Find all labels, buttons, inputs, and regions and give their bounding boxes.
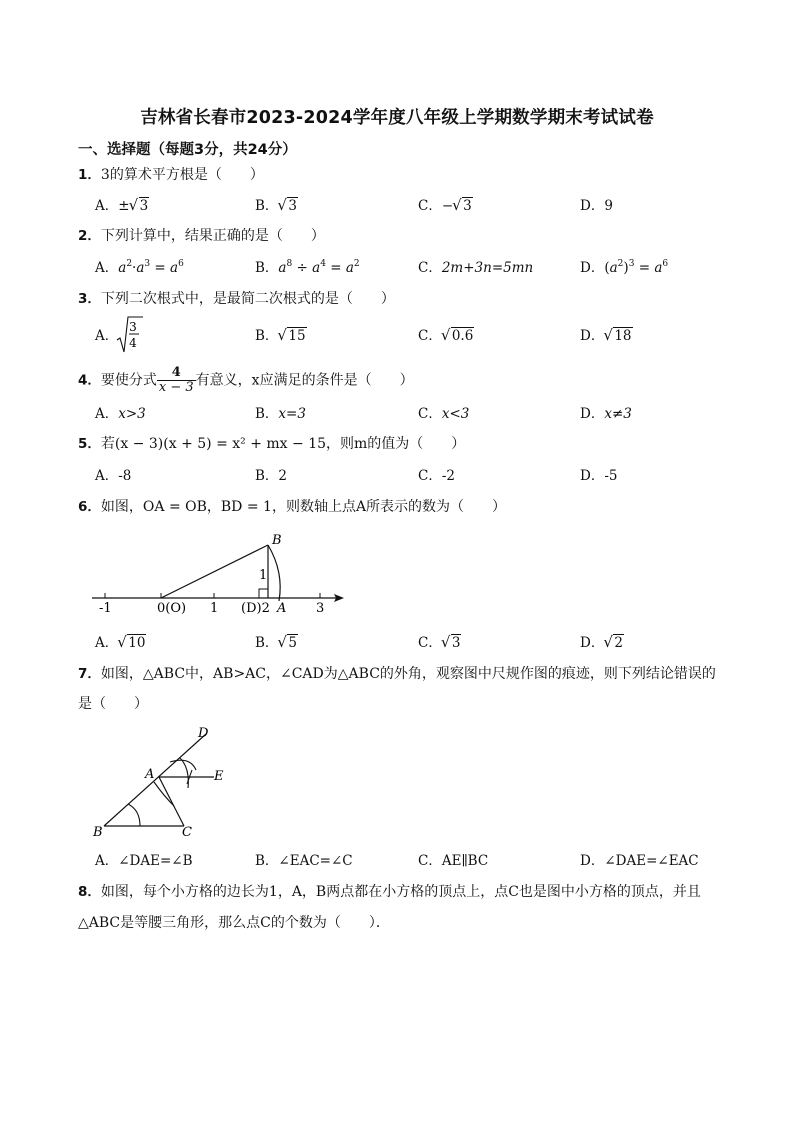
question-number: 6． bbox=[78, 499, 101, 515]
question-text: 如图，OA = OB，BD = 1，则数轴上点A所表示的数为（ ） bbox=[100, 499, 507, 515]
question-number: 7． bbox=[78, 666, 101, 682]
sqrt-expression: √ 0.6 bbox=[442, 326, 474, 346]
q7-option-a: A．∠DAE=∠B bbox=[95, 853, 193, 869]
question-number: 3． bbox=[78, 291, 101, 307]
svg-text:B: B bbox=[93, 825, 103, 840]
segment-ob bbox=[161, 545, 268, 598]
q6-number-line-figure bbox=[88, 528, 350, 620]
q2-option-b: B．$a^8 \div a^4 = a^2$ bbox=[255, 259, 360, 276]
segment-ac bbox=[159, 777, 184, 826]
q7-construction-figure bbox=[88, 722, 238, 842]
q4-option-b: B．x=3 bbox=[255, 406, 306, 422]
question-text: 下列二次根式中，是最简二次根式的是（ ） bbox=[100, 291, 395, 307]
q1-option-d: D．9 bbox=[580, 198, 613, 214]
sqrt-expression: √ 18 bbox=[604, 326, 632, 346]
sqrt-expression: √ 2 bbox=[604, 633, 624, 653]
q3-option-a: A． bbox=[95, 328, 119, 344]
question-text: 如图，每个小方格的边长为1，A，B两点都在小方格的顶点上，点C也是图中小方格的顶点，并且 bbox=[100, 884, 701, 900]
sqrt-expression: √ 5 bbox=[278, 633, 298, 653]
question-7 bbox=[78, 664, 716, 684]
ray-bd bbox=[104, 734, 206, 826]
question-7-continued: 是（ ） bbox=[78, 696, 148, 712]
q7-option-d: D．∠DAE=∠EAC bbox=[580, 853, 699, 869]
q6-option-c: C．√ 3 bbox=[418, 633, 461, 653]
question-1 bbox=[78, 165, 264, 185]
question-5 bbox=[78, 434, 465, 454]
sqrt-expression: √ 10 bbox=[118, 633, 146, 653]
question-number: 5． bbox=[78, 436, 101, 452]
q6-option-a: A．√ 10 bbox=[95, 633, 146, 653]
svg-text:1: 1 bbox=[259, 568, 268, 583]
question-6 bbox=[78, 497, 506, 517]
svg-text:3: 3 bbox=[129, 320, 137, 334]
svg-text:D: D bbox=[198, 726, 209, 741]
sqrt-expression: √ 15 bbox=[278, 326, 306, 346]
q4-option-c: C．x<3 bbox=[418, 406, 470, 422]
right-angle-mark bbox=[259, 589, 268, 598]
q3-sqrt-fraction bbox=[115, 314, 145, 356]
question-number: 4． bbox=[78, 372, 101, 389]
q3-option-c: C．√ 0.6 bbox=[418, 326, 474, 346]
q1-option-b: B．√ 3 bbox=[255, 196, 298, 216]
question-text: 如图，△ABC中，AB>AC，∠CAD为△ABC的外角，观察图中尺规作图的痕迹，则下列结论错误的 bbox=[100, 666, 716, 682]
q3-option-b: B．√ 15 bbox=[255, 326, 307, 346]
sqrt-expression: √ 3 bbox=[278, 196, 298, 216]
svg-text:A: A bbox=[145, 767, 155, 782]
q2-option-a: A．$a^2\cdot a^3 = a^6$ bbox=[95, 259, 184, 276]
q2-option-d: D．$(a^2)^3 = a^6$ bbox=[580, 259, 669, 276]
svg-text:-1: -1 bbox=[99, 601, 112, 616]
q6-option-d: D．√ 2 bbox=[580, 633, 624, 653]
svg-text:1: 1 bbox=[210, 601, 219, 616]
question-2 bbox=[78, 226, 325, 246]
question-text: 下列计算中，结果正确的是（ ） bbox=[100, 228, 325, 244]
question-number: 8． bbox=[78, 884, 101, 900]
svg-text:4: 4 bbox=[129, 336, 137, 350]
svg-text:C: C bbox=[182, 825, 192, 840]
question-number: 2． bbox=[78, 228, 101, 244]
q7-option-b: B．∠EAC=∠C bbox=[255, 853, 353, 869]
question-8-continued: △ABC是等腰三角形，那么点C的个数为（ ）． bbox=[78, 915, 390, 931]
q6-option-b: B．√ 5 bbox=[255, 633, 298, 653]
svg-text:3: 3 bbox=[316, 601, 325, 616]
section-heading: 一、选择题（每题3分，共24分） bbox=[78, 142, 297, 158]
q5-option-d: D．-5 bbox=[580, 468, 618, 484]
q4-option-a: A．x>3 bbox=[95, 406, 146, 422]
svg-text:E: E bbox=[214, 769, 224, 784]
q1-option-c: C．−√ 3 bbox=[418, 196, 473, 216]
question-4: 4．要使分式 $\frac{4}{x - 3}$ 有意义，x应满足的条件是（ ） bbox=[78, 365, 414, 395]
q5-option-a: A．-8 bbox=[95, 468, 132, 484]
q1-option-a: A．±√ 3 bbox=[95, 196, 149, 216]
sqrt-expression: √ 3 bbox=[130, 196, 150, 216]
q7-option-c: C．AE∥BC bbox=[418, 853, 489, 869]
question-text: 3的算术平方根是（ ） bbox=[100, 167, 264, 183]
svg-text:B: B bbox=[272, 533, 282, 548]
svg-text:A: A bbox=[277, 601, 287, 616]
question-3 bbox=[78, 289, 395, 309]
sqrt-expression: √ 3 bbox=[453, 196, 473, 216]
svg-text:(D)2: (D)2 bbox=[241, 601, 270, 616]
svg-text:0(O): 0(O) bbox=[157, 601, 187, 616]
q4-option-d: D．x≠3 bbox=[580, 406, 632, 422]
q2-option-c: C．2m+3n=5mn bbox=[418, 260, 534, 276]
question-8 bbox=[78, 882, 701, 902]
arc bbox=[268, 545, 280, 601]
page-title: 吉林省长春市2023-2024学年度八年级上学期数学期末考试试卷 bbox=[140, 108, 654, 128]
fraction: $\frac{4}{x - 3}$ bbox=[158, 365, 194, 395]
construction-arc bbox=[128, 804, 140, 826]
sqrt-expression: √ 3 bbox=[442, 633, 462, 653]
q5-option-c: C．-2 bbox=[418, 468, 455, 484]
q5-option-b: B．2 bbox=[255, 468, 288, 484]
question-text: 若(x − 3)(x + 5) = x² + mx − 15，则m的值为（ ） bbox=[100, 436, 466, 452]
q3-option-d: D．√ 18 bbox=[580, 326, 633, 346]
question-number: 1． bbox=[78, 167, 101, 183]
